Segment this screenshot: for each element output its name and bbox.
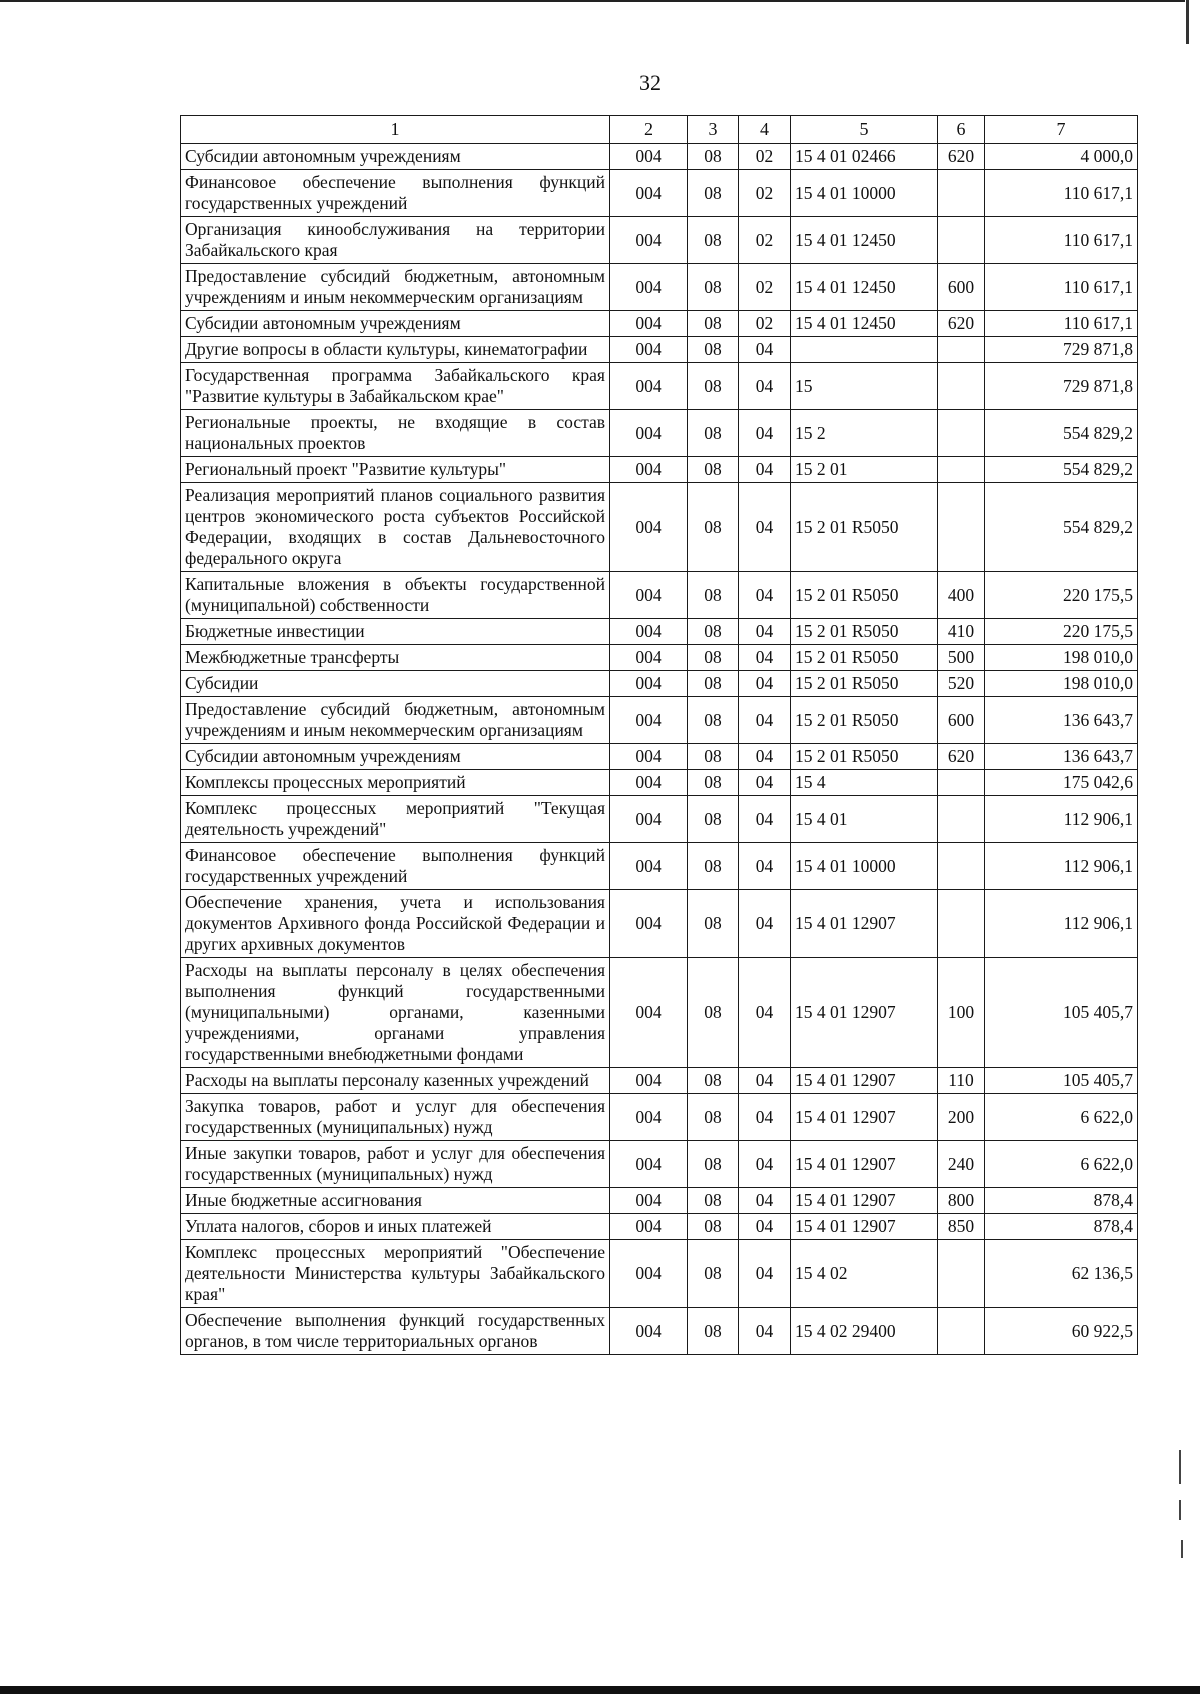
- subsection-code-cell: 04: [739, 457, 791, 483]
- column-header: 7: [985, 116, 1138, 144]
- ministry-code-cell: 004: [610, 217, 688, 264]
- row-name-cell: Закупка товаров, работ и услуг для обеспечения государственных (муниципальных) нужд: [181, 1094, 610, 1141]
- amount-cell: 6 622,0: [985, 1094, 1138, 1141]
- amount-cell: 220 175,5: [985, 619, 1138, 645]
- target-article-cell: 15 4 01 12907: [791, 1068, 938, 1094]
- section-code-cell: 08: [688, 311, 739, 337]
- amount-cell: 105 405,7: [985, 958, 1138, 1068]
- target-article-cell: 15 2 01 R5050: [791, 671, 938, 697]
- expense-type-cell: [938, 363, 985, 410]
- amount-cell: 220 175,5: [985, 572, 1138, 619]
- row-name-cell: Межбюджетные трансферты: [181, 645, 610, 671]
- amount-cell: 112 906,1: [985, 843, 1138, 890]
- amount-cell: 878,4: [985, 1188, 1138, 1214]
- expense-type-cell: 410: [938, 619, 985, 645]
- expense-type-cell: 110: [938, 1068, 985, 1094]
- scan-border-bottom: [0, 1686, 1200, 1694]
- ministry-code-cell: 004: [610, 958, 688, 1068]
- row-name-cell: Расходы на выплаты персоналу в целях обеспечения выполнения функций государственными (муниципальными) органами, казенными учреждениями, органами управления государственными внебюджетными фондами: [181, 958, 610, 1068]
- table-body: [181, 144, 1138, 1355]
- section-code-cell: 08: [688, 410, 739, 457]
- section-code-cell: 08: [688, 483, 739, 572]
- table-row: [181, 144, 1138, 170]
- amount-cell: 554 829,2: [985, 410, 1138, 457]
- target-article-cell: 15 4 01 12907: [791, 890, 938, 958]
- target-article-cell: 15 4 01 12450: [791, 217, 938, 264]
- section-code-cell: 08: [688, 843, 739, 890]
- target-article-cell: 15 2 01 R5050: [791, 619, 938, 645]
- subsection-code-cell: 04: [739, 1094, 791, 1141]
- column-header: 3: [688, 116, 739, 144]
- subsection-code-cell: 04: [739, 483, 791, 572]
- amount-cell: 175 042,6: [985, 770, 1138, 796]
- ministry-code-cell: 004: [610, 311, 688, 337]
- section-code-cell: 08: [688, 1068, 739, 1094]
- table-row: [181, 796, 1138, 843]
- target-article-cell: 15 4 02 29400: [791, 1308, 938, 1355]
- section-code-cell: 08: [688, 264, 739, 311]
- section-code-cell: 08: [688, 217, 739, 264]
- ministry-code-cell: 004: [610, 483, 688, 572]
- expense-type-cell: [938, 843, 985, 890]
- expense-type-cell: [938, 217, 985, 264]
- ministry-code-cell: 004: [610, 1188, 688, 1214]
- target-article-cell: 15 2 01 R5050: [791, 697, 938, 744]
- ministry-code-cell: 004: [610, 1214, 688, 1240]
- expense-type-cell: [938, 457, 985, 483]
- target-article-cell: 15 2 01 R5050: [791, 645, 938, 671]
- section-code-cell: 08: [688, 744, 739, 770]
- margin-mark: [1179, 1500, 1181, 1520]
- subsection-code-cell: 02: [739, 144, 791, 170]
- row-name-cell: Реализация мероприятий планов социального развития центров экономического роста субъектов Российской Федерации, входящих в состав Дальневосточного федерального округа: [181, 483, 610, 572]
- amount-cell: 198 010,0: [985, 645, 1138, 671]
- section-code-cell: 08: [688, 1094, 739, 1141]
- section-code-cell: 08: [688, 170, 739, 217]
- table-row: [181, 264, 1138, 311]
- target-article-cell: 15 4 01 12450: [791, 311, 938, 337]
- target-article-cell: 15 4 01 12907: [791, 1214, 938, 1240]
- ministry-code-cell: 004: [610, 645, 688, 671]
- ministry-code-cell: 004: [610, 264, 688, 311]
- table-row: [181, 843, 1138, 890]
- ministry-code-cell: 004: [610, 619, 688, 645]
- row-name-cell: Комплекс процессных мероприятий "Обеспечение деятельности Министерства культуры Забайкальского края": [181, 1240, 610, 1308]
- ministry-code-cell: 004: [610, 170, 688, 217]
- target-article-cell: 15 2 01: [791, 457, 938, 483]
- expense-type-cell: 400: [938, 572, 985, 619]
- table-row: [181, 1240, 1138, 1308]
- row-name-cell: Региональные проекты, не входящие в состав национальных проектов: [181, 410, 610, 457]
- subsection-code-cell: 04: [739, 744, 791, 770]
- ministry-code-cell: 004: [610, 796, 688, 843]
- section-code-cell: 08: [688, 796, 739, 843]
- amount-cell: 554 829,2: [985, 457, 1138, 483]
- subsection-code-cell: 02: [739, 217, 791, 264]
- target-article-cell: 15 4 01 10000: [791, 843, 938, 890]
- row-name-cell: Организация кинообслуживания на территории Забайкальского края: [181, 217, 610, 264]
- row-name-cell: Расходы на выплаты персоналу казенных учреждений: [181, 1068, 610, 1094]
- expense-type-cell: 500: [938, 645, 985, 671]
- amount-cell: 729 871,8: [985, 337, 1138, 363]
- ministry-code-cell: 004: [610, 410, 688, 457]
- subsection-code-cell: 04: [739, 619, 791, 645]
- ministry-code-cell: 004: [610, 1094, 688, 1141]
- budget-table: [180, 115, 1138, 1355]
- subsection-code-cell: 04: [739, 337, 791, 363]
- section-code-cell: 08: [688, 1240, 739, 1308]
- section-code-cell: 08: [688, 363, 739, 410]
- row-name-cell: Обеспечение выполнения функций государственных органов, в том числе территориальных органов: [181, 1308, 610, 1355]
- target-article-cell: 15 4 01 12450: [791, 264, 938, 311]
- column-header: 4: [739, 116, 791, 144]
- target-article-cell: 15 2 01 R5050: [791, 744, 938, 770]
- expense-type-cell: 200: [938, 1094, 985, 1141]
- ministry-code-cell: 004: [610, 843, 688, 890]
- amount-cell: 729 871,8: [985, 363, 1138, 410]
- expense-type-cell: 620: [938, 311, 985, 337]
- row-name-cell: Комплекс процессных мероприятий "Текущая деятельность учреждений": [181, 796, 610, 843]
- subsection-code-cell: 04: [739, 697, 791, 744]
- row-name-cell: Иные закупки товаров, работ и услуг для обеспечения государственных (муниципальных) нужд: [181, 1141, 610, 1188]
- subsection-code-cell: 04: [739, 796, 791, 843]
- table-row: [181, 770, 1138, 796]
- subsection-code-cell: 04: [739, 770, 791, 796]
- table-row: [181, 170, 1138, 217]
- section-code-cell: 08: [688, 457, 739, 483]
- target-article-cell: 15 4 02: [791, 1240, 938, 1308]
- section-code-cell: 08: [688, 1141, 739, 1188]
- subsection-code-cell: 04: [739, 843, 791, 890]
- amount-cell: 6 622,0: [985, 1141, 1138, 1188]
- expense-type-cell: 800: [938, 1188, 985, 1214]
- table-row: [181, 410, 1138, 457]
- subsection-code-cell: 04: [739, 363, 791, 410]
- amount-cell: 136 643,7: [985, 744, 1138, 770]
- ministry-code-cell: 004: [610, 363, 688, 410]
- expense-type-cell: [938, 796, 985, 843]
- table-row: [181, 619, 1138, 645]
- table-row: [181, 890, 1138, 958]
- amount-cell: 62 136,5: [985, 1240, 1138, 1308]
- amount-cell: 110 617,1: [985, 170, 1138, 217]
- expense-type-cell: [938, 337, 985, 363]
- ministry-code-cell: 004: [610, 144, 688, 170]
- page-number: 32: [639, 70, 661, 95]
- table-row: [181, 1188, 1138, 1214]
- subsection-code-cell: 04: [739, 1188, 791, 1214]
- row-name-cell: Предоставление субсидий бюджетным, автономным учреждениям и иным некоммерческим организациям: [181, 264, 610, 311]
- ministry-code-cell: 004: [610, 770, 688, 796]
- subsection-code-cell: 04: [739, 671, 791, 697]
- amount-cell: 4 000,0: [985, 144, 1138, 170]
- target-article-cell: [791, 337, 938, 363]
- table-row: [181, 958, 1138, 1068]
- amount-cell: 198 010,0: [985, 671, 1138, 697]
- section-code-cell: 08: [688, 572, 739, 619]
- expense-type-cell: 850: [938, 1214, 985, 1240]
- ministry-code-cell: 004: [610, 457, 688, 483]
- row-name-cell: Финансовое обеспечение выполнения функций государственных учреждений: [181, 843, 610, 890]
- column-header: 2: [610, 116, 688, 144]
- subsection-code-cell: 04: [739, 572, 791, 619]
- table-header-row: [181, 116, 1138, 144]
- table-row: [181, 337, 1138, 363]
- section-code-cell: 08: [688, 619, 739, 645]
- table-row: [181, 572, 1138, 619]
- margin-mark: [1179, 1450, 1181, 1484]
- row-name-cell: Субсидии автономным учреждениям: [181, 311, 610, 337]
- row-name-cell: Другие вопросы в области культуры, кинематографии: [181, 337, 610, 363]
- table-row: [181, 311, 1138, 337]
- expense-type-cell: [938, 410, 985, 457]
- ministry-code-cell: 004: [610, 1240, 688, 1308]
- table-row: [181, 1308, 1138, 1355]
- row-name-cell: Бюджетные инвестиции: [181, 619, 610, 645]
- expense-type-cell: 620: [938, 744, 985, 770]
- section-code-cell: 08: [688, 1214, 739, 1240]
- row-name-cell: Финансовое обеспечение выполнения функций государственных учреждений: [181, 170, 610, 217]
- expense-type-cell: 520: [938, 671, 985, 697]
- target-article-cell: 15 4 01: [791, 796, 938, 843]
- subsection-code-cell: 02: [739, 264, 791, 311]
- subsection-code-cell: 04: [739, 1308, 791, 1355]
- row-name-cell: Субсидии автономным учреждениям: [181, 144, 610, 170]
- table-row: [181, 217, 1138, 264]
- ministry-code-cell: 004: [610, 1141, 688, 1188]
- amount-cell: 112 906,1: [985, 796, 1138, 843]
- row-name-cell: Региональный проект "Развитие культуры": [181, 457, 610, 483]
- table-row: [181, 457, 1138, 483]
- expense-type-cell: [938, 1240, 985, 1308]
- row-name-cell: Субсидии автономным учреждениям: [181, 744, 610, 770]
- row-name-cell: Государственная программа Забайкальского края "Развитие культуры в Забайкальском крае": [181, 363, 610, 410]
- expense-type-cell: [938, 170, 985, 217]
- table-row: [181, 1068, 1138, 1094]
- target-article-cell: 15 2: [791, 410, 938, 457]
- section-code-cell: 08: [688, 1308, 739, 1355]
- ministry-code-cell: 004: [610, 890, 688, 958]
- ministry-code-cell: 004: [610, 1068, 688, 1094]
- row-name-cell: Субсидии: [181, 671, 610, 697]
- expense-type-cell: [938, 483, 985, 572]
- subsection-code-cell: 04: [739, 410, 791, 457]
- table-row: [181, 671, 1138, 697]
- amount-cell: 110 617,1: [985, 311, 1138, 337]
- row-name-cell: Обеспечение хранения, учета и использования документов Архивного фонда Российской Федерации и других архивных документов: [181, 890, 610, 958]
- target-article-cell: 15 2 01 R5050: [791, 483, 938, 572]
- column-header: 6: [938, 116, 985, 144]
- row-name-cell: Уплата налогов, сборов и иных платежей: [181, 1214, 610, 1240]
- scan-border-top: [0, 0, 1185, 2]
- row-name-cell: Капитальные вложения в объекты государственной (муниципальной) собственности: [181, 572, 610, 619]
- section-code-cell: 08: [688, 671, 739, 697]
- subsection-code-cell: 02: [739, 170, 791, 217]
- row-name-cell: Предоставление субсидий бюджетным, автономным учреждениям и иным некоммерческим организациям: [181, 697, 610, 744]
- target-article-cell: 15 4 01 12907: [791, 958, 938, 1068]
- ministry-code-cell: 004: [610, 337, 688, 363]
- expense-type-cell: 100: [938, 958, 985, 1068]
- section-code-cell: 08: [688, 958, 739, 1068]
- table-row: [181, 645, 1138, 671]
- amount-cell: 878,4: [985, 1214, 1138, 1240]
- expense-type-cell: 600: [938, 697, 985, 744]
- table-row: [181, 744, 1138, 770]
- expense-type-cell: 240: [938, 1141, 985, 1188]
- table-row: [181, 363, 1138, 410]
- expense-type-cell: 620: [938, 144, 985, 170]
- subsection-code-cell: 04: [739, 958, 791, 1068]
- scan-edge-mark: [1186, 0, 1189, 44]
- table-row: [181, 483, 1138, 572]
- ministry-code-cell: 004: [610, 1308, 688, 1355]
- subsection-code-cell: 04: [739, 890, 791, 958]
- ministry-code-cell: 004: [610, 744, 688, 770]
- target-article-cell: 15 4 01 12907: [791, 1141, 938, 1188]
- amount-cell: 110 617,1: [985, 217, 1138, 264]
- subsection-code-cell: 04: [739, 1068, 791, 1094]
- target-article-cell: 15 4 01 12907: [791, 1188, 938, 1214]
- subsection-code-cell: 04: [739, 645, 791, 671]
- amount-cell: 105 405,7: [985, 1068, 1138, 1094]
- section-code-cell: 08: [688, 144, 739, 170]
- section-code-cell: 08: [688, 770, 739, 796]
- section-code-cell: 08: [688, 697, 739, 744]
- ministry-code-cell: 004: [610, 572, 688, 619]
- expense-type-cell: [938, 1308, 985, 1355]
- expense-type-cell: [938, 890, 985, 958]
- amount-cell: 112 906,1: [985, 890, 1138, 958]
- amount-cell: 110 617,1: [985, 264, 1138, 311]
- subsection-code-cell: 04: [739, 1141, 791, 1188]
- subsection-code-cell: 04: [739, 1214, 791, 1240]
- expense-type-cell: [938, 770, 985, 796]
- target-article-cell: 15: [791, 363, 938, 410]
- ministry-code-cell: 004: [610, 671, 688, 697]
- section-code-cell: 08: [688, 890, 739, 958]
- row-name-cell: Иные бюджетные ассигнования: [181, 1188, 610, 1214]
- table-row: [181, 697, 1138, 744]
- section-code-cell: 08: [688, 337, 739, 363]
- ministry-code-cell: 004: [610, 697, 688, 744]
- target-article-cell: 15 4: [791, 770, 938, 796]
- amount-cell: 136 643,7: [985, 697, 1138, 744]
- target-article-cell: 15 2 01 R5050: [791, 572, 938, 619]
- amount-cell: 554 829,2: [985, 483, 1138, 572]
- column-header: 5: [791, 116, 938, 144]
- target-article-cell: 15 4 01 10000: [791, 170, 938, 217]
- margin-mark: [1181, 1540, 1183, 1558]
- table-row: [181, 1141, 1138, 1188]
- section-code-cell: 08: [688, 645, 739, 671]
- amount-cell: 60 922,5: [985, 1308, 1138, 1355]
- subsection-code-cell: 04: [739, 1240, 791, 1308]
- table-row: [181, 1094, 1138, 1141]
- target-article-cell: 15 4 01 12907: [791, 1094, 938, 1141]
- subsection-code-cell: 02: [739, 311, 791, 337]
- expense-type-cell: 600: [938, 264, 985, 311]
- row-name-cell: Комплексы процессных мероприятий: [181, 770, 610, 796]
- section-code-cell: 08: [688, 1188, 739, 1214]
- target-article-cell: 15 4 01 02466: [791, 144, 938, 170]
- table-row: [181, 1214, 1138, 1240]
- column-header: 1: [181, 116, 610, 144]
